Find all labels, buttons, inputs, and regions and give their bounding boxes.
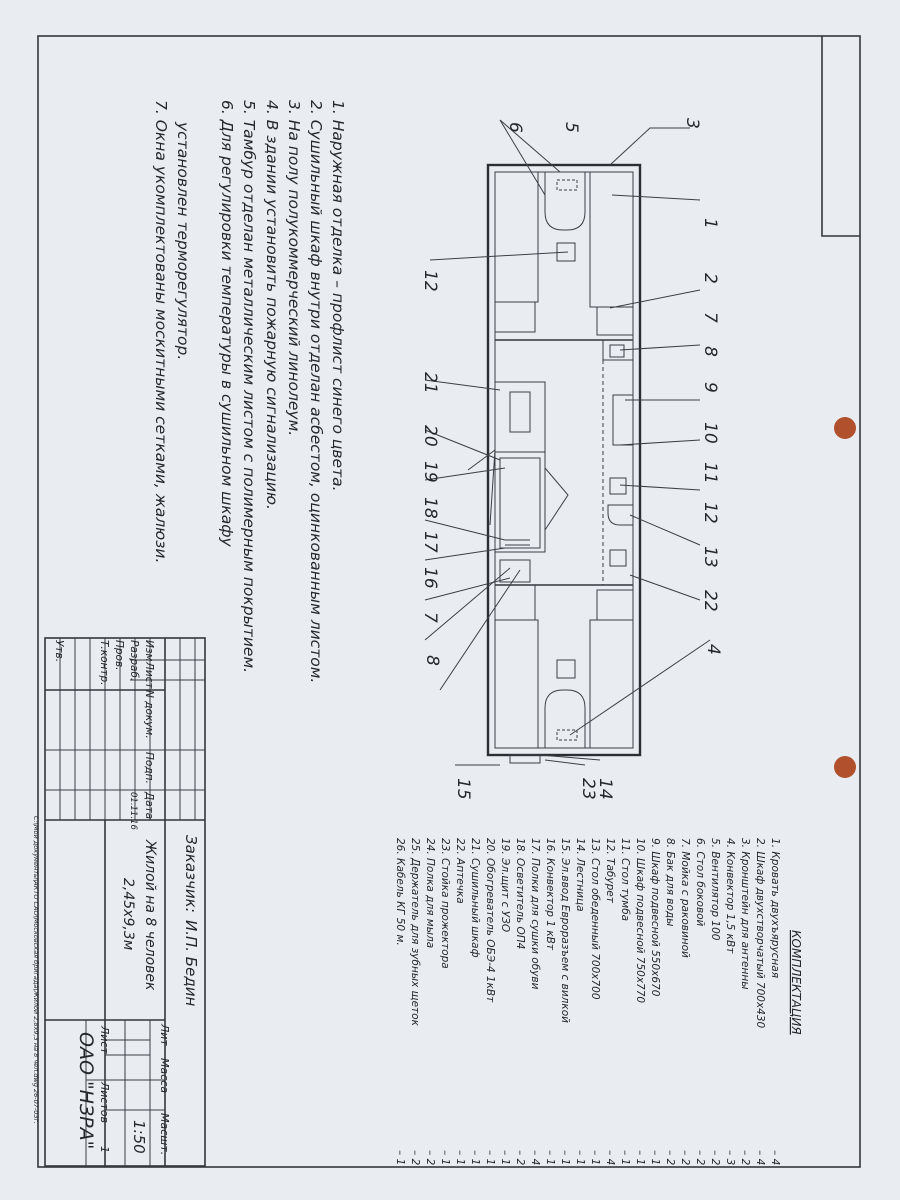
- washbasin: [608, 505, 633, 525]
- callout-number: 4: [703, 644, 723, 655]
- equipment-item: 12. Табурет: [604, 838, 616, 903]
- equipment-qty: – 1: [439, 1150, 451, 1166]
- equipment-qty: – 1: [574, 1150, 586, 1166]
- role-label: Разраб.: [128, 640, 140, 682]
- floor-plan: [468, 165, 640, 763]
- callouts-top: [700, 218, 723, 655]
- callout-number: 9: [700, 382, 720, 393]
- equipment-item: 24. Полка для мыла: [424, 838, 436, 949]
- equipment-qty: – 2: [694, 1150, 706, 1166]
- leader-lines: [425, 120, 710, 765]
- general-notes: [152, 100, 347, 683]
- equipment-item: 20. Обогреватель ОБЭ-4 1кВт: [484, 838, 496, 1003]
- equipment-qty: – 1: [559, 1150, 571, 1166]
- equipment-item: 6. Стол боковой: [694, 838, 706, 927]
- stool: [557, 660, 575, 678]
- equipment-qty: – 2: [709, 1150, 721, 1166]
- callouts-left: [420, 118, 702, 292]
- callout-number: 16: [420, 567, 440, 589]
- callout-number: 7: [700, 312, 720, 323]
- callout-number: 18: [420, 497, 440, 519]
- equipment-qty: – 1: [484, 1150, 496, 1166]
- callout-number: 13: [700, 546, 720, 568]
- role-label: Пров.: [113, 640, 125, 671]
- note-line: установлен терморегулятор.: [174, 122, 192, 361]
- equipment-qty: – 2: [514, 1150, 526, 1166]
- equipment-item: 9. Шкаф подвесной 550х670: [649, 838, 661, 997]
- equipment-item: 7. Мойка с раковиной: [679, 838, 691, 958]
- note-line: 2. Сушильный шкаф внутри отделан асбестом, оцинкованным листом.: [307, 100, 325, 684]
- role-label: Т.контр.: [98, 640, 110, 686]
- note-line: 6. Для регулировки температуры в сушильном шкафу: [218, 100, 236, 547]
- callout-number: 23: [578, 778, 598, 800]
- equipment-qty: – 2: [739, 1150, 751, 1166]
- equipment-item: 15. Эл.ввод Евроразъем с вилкой: [559, 838, 571, 1023]
- equipment-qty: – 4: [529, 1150, 541, 1166]
- equipment-title: КОМПЛЕКТАЦИЯ: [789, 930, 803, 1035]
- equipment-item: 17. Полки для сушки обуви: [529, 838, 541, 990]
- callout-number: 17: [420, 531, 440, 553]
- rev-header: Лист: [143, 662, 155, 689]
- callout-number: 7: [420, 612, 440, 623]
- sink-top: [545, 172, 585, 230]
- equipment-item: 22. Аптечка: [454, 838, 466, 904]
- title-block: [45, 638, 205, 1166]
- rev-header: Дата: [143, 792, 155, 820]
- building-description: Жилой на 8 человек: [142, 840, 158, 991]
- bed-bottom-right: [590, 620, 633, 748]
- equipment-qty: – 4: [769, 1150, 781, 1166]
- building-dimensions: 2,45х9,3м: [120, 878, 136, 951]
- note-line: 5. Тамбур отделан металлическим листом с полимерным покрытием.: [240, 100, 258, 674]
- date-value: 01.11.16: [128, 792, 138, 830]
- callout-number: 19: [420, 461, 440, 483]
- rev-header: N докум.: [143, 690, 155, 739]
- callout-number: 22: [700, 590, 720, 612]
- callout-number: 3: [682, 118, 702, 129]
- equipment-item: 2. Шкаф двухстворчатый 700х430: [754, 838, 766, 1029]
- equipment-qty: – 1: [589, 1150, 601, 1166]
- equipment-item: 26. Кабель КГ 50 м.: [394, 838, 406, 946]
- equipment-qty: – 2: [664, 1150, 676, 1166]
- note-line: 7. Окна укомплектованы москитными сетками, жалюзи.: [152, 100, 170, 564]
- equipment-qty: – 4: [604, 1150, 616, 1166]
- customer-label: Заказчик:: [182, 835, 200, 913]
- note-line: 3. На полу полукоммерческий линолеум.: [285, 100, 303, 437]
- callout-number: 6: [505, 122, 525, 133]
- rev-header: Подп.: [143, 752, 155, 784]
- hanging-cabinet: [613, 395, 633, 445]
- callout-number: 20: [420, 425, 440, 447]
- note-line: 4. В здании установить пожарную сигнализацию.: [263, 100, 281, 510]
- equipment-list: [394, 838, 803, 1166]
- equipment-item: 5. Вентилятор 100: [709, 838, 721, 941]
- equipment-item: 19. Эл.щит с УЗО: [499, 838, 511, 933]
- equipment-item: 3. Кронштейн для антенны: [739, 838, 751, 990]
- col-lit: Лит: [158, 1024, 171, 1046]
- file-path-footer: С:\Мои документы\АКТО САО\Московская бригада\Жилой 2,8х9,3 на 8 чел.dwg 26-07-03г.: [32, 816, 40, 1124]
- equipment-qty: – 2: [424, 1150, 436, 1166]
- callout-number: 15: [453, 778, 473, 800]
- equipment-item: 18. Осветитель ОП4: [514, 838, 526, 950]
- callout-number: 8: [422, 655, 442, 666]
- sheet-label: Лист: [98, 1026, 111, 1054]
- scale-value: 1:50: [130, 1120, 148, 1154]
- callout-number: 2: [700, 273, 720, 284]
- bed-top-left: [495, 172, 538, 302]
- sheets-label: Листов: [98, 1082, 111, 1124]
- equipment-item: 1. Кровать двухъярусная: [769, 838, 781, 979]
- binder-hole-top: [834, 417, 856, 439]
- equipment-qty: – 1: [619, 1150, 631, 1166]
- callouts-right: [453, 778, 615, 800]
- bed-top-right: [590, 172, 633, 307]
- callout-number: 21: [420, 372, 440, 394]
- equipment-item: 23. Стойка прожектора: [439, 838, 451, 969]
- col-scale: Масшт.: [158, 1113, 171, 1156]
- equipment-qty: – 3: [724, 1150, 736, 1166]
- callout-number: 14: [595, 778, 615, 800]
- equipment-qty: – 1: [649, 1150, 661, 1166]
- building-outline: [488, 165, 640, 755]
- equipment-qty: – 2: [679, 1150, 691, 1166]
- company-name: ОАО "НЗРА": [75, 1032, 97, 1150]
- equipment-item: 14. Лестница: [574, 838, 586, 912]
- binder-hole-bottom: [834, 756, 856, 778]
- callout-number: 5: [561, 122, 581, 133]
- callout-number: 12: [420, 270, 440, 292]
- equipment-item: 8. Бак для воды: [664, 838, 676, 927]
- equipment-item: 11. Стол тумба: [619, 838, 631, 922]
- equipment-qty: – 1: [634, 1150, 646, 1166]
- equipment-item: 10. Шкаф подвесной 750х770: [634, 838, 646, 1004]
- equipment-qty: – 1: [394, 1150, 406, 1166]
- equipment-qty: – 1: [469, 1150, 481, 1166]
- equipment-item: 25. Держатель для зубных щеток: [409, 838, 421, 1026]
- callout-number: 1: [700, 218, 720, 229]
- callout-number: 12: [700, 502, 720, 524]
- equipment-qty: – 1: [544, 1150, 556, 1166]
- rev-header: Изм: [143, 640, 155, 662]
- callout-number: 11: [700, 462, 720, 484]
- callout-number: 8: [700, 346, 720, 357]
- col-mass: Масса: [158, 1058, 171, 1094]
- sink-bottom: [545, 690, 585, 748]
- customer-name: И.П. Бедин: [182, 920, 200, 1007]
- callout-number: 10: [700, 422, 720, 444]
- equipment-qty: – 1: [454, 1150, 466, 1166]
- equipment-item: 21. Сушильный шкаф: [469, 838, 481, 958]
- equipment-qty: – 4: [754, 1150, 766, 1166]
- bed-bottom-left: [495, 620, 538, 748]
- corner-stamp-box: [822, 36, 860, 236]
- role-label: Утв.: [53, 640, 65, 663]
- equipment-item: 4. Конвектор 1,5 кВт: [724, 838, 736, 954]
- callouts-bottom: [420, 372, 442, 666]
- equipment-qty: – 1: [499, 1150, 511, 1166]
- equipment-qty: – 2: [409, 1150, 421, 1166]
- note-line: 1. Наружная отделка – профлист синего цвета.: [329, 100, 347, 492]
- sheets-count: 1: [98, 1146, 111, 1153]
- equipment-item: 13. Стол обеденный 700х700: [589, 838, 601, 1000]
- equipment-item: 16. Конвектор 1 кВт: [544, 838, 556, 950]
